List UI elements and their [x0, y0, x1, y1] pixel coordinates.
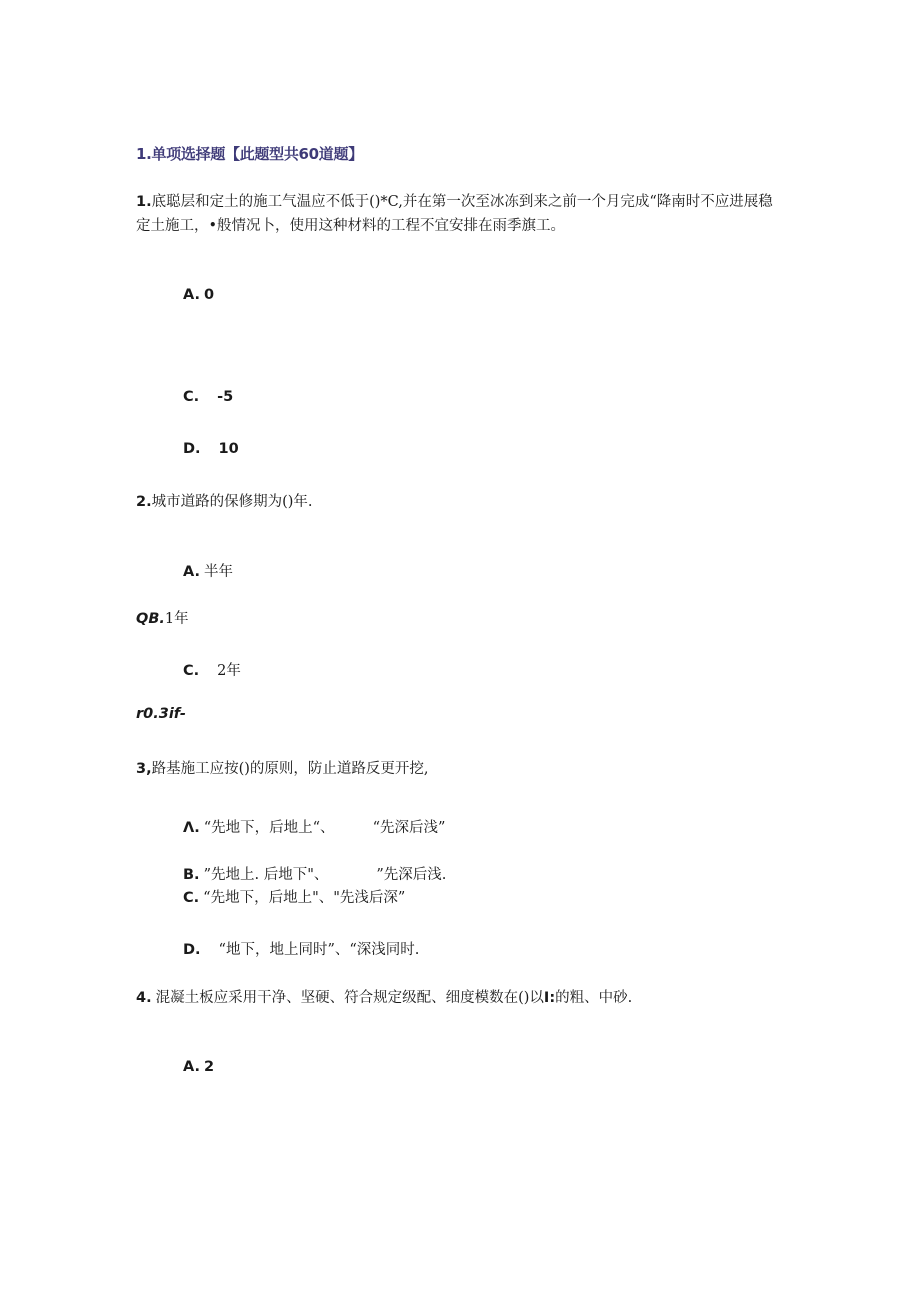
option-label: Λ. — [183, 820, 200, 836]
question-4 — [136, 986, 836, 1010]
option-label: D. — [183, 942, 201, 958]
option-2b[interactable] — [136, 607, 189, 628]
option-label: D. — [183, 441, 201, 457]
option-3c[interactable] — [183, 886, 405, 907]
question-number: 4. — [136, 990, 152, 1006]
question-number: 1. — [136, 194, 152, 210]
option-label: C. — [183, 663, 200, 679]
option-text-2: ”先深后浅. — [376, 867, 447, 883]
option-3d[interactable] — [183, 938, 419, 959]
question-number: 3, — [136, 761, 152, 777]
option-label: A. — [183, 1059, 200, 1075]
option-text: “地下，地上同时”、“深浅同时. — [218, 942, 420, 958]
option-3a[interactable] — [183, 816, 445, 837]
question-3 — [136, 757, 776, 781]
question-2 — [136, 490, 776, 514]
option-1c[interactable] — [183, 389, 233, 405]
option-label: A. — [183, 564, 200, 580]
option-text: ”先地上. 后地下"、 — [203, 867, 329, 883]
option-text: “先地下，后地上"、"先浅后深” — [203, 890, 406, 906]
option-2d[interactable] — [136, 706, 186, 722]
question-text: 路基施工应按()的原则，防止道路反更开挖, — [151, 761, 429, 777]
section-title: 1.单项选择题【此题型共60道题】 — [136, 145, 363, 163]
question-text-end: 的粗、中砂. — [555, 990, 633, 1006]
option-label: C. — [183, 890, 200, 906]
option-text: 半年 — [204, 564, 233, 580]
option-label: QB. — [136, 611, 165, 627]
option-text: 1年 — [164, 611, 189, 627]
option-label: B. — [183, 867, 200, 883]
option-2c[interactable] — [183, 659, 241, 680]
option-3b[interactable] — [183, 863, 446, 884]
option-1d[interactable] — [183, 441, 239, 457]
question-text: 混凝土板应采用干净、坚硬、符合规定级配、细度模数在()以 — [155, 990, 544, 1006]
question-number: 2. — [136, 494, 152, 510]
question-text: 底聪层和定土的施工气温应不低于()*C,并在第一次至冰冻到来之前一个月完成“降南时不应进展稳定土施工，•般情况卜，使用这种材料的工程不宜安排在雨季旗工。 — [136, 194, 773, 234]
question-text: 城市道路的保修期为()年. — [151, 494, 313, 510]
question-1 — [136, 190, 776, 238]
option-text-2: “先深后浅” — [372, 820, 446, 836]
option-text: 10 — [218, 441, 239, 457]
option-4a[interactable] — [183, 1059, 214, 1075]
option-text: 0 — [204, 287, 215, 303]
option-1a[interactable] — [183, 287, 214, 303]
option-text: -5 — [217, 389, 234, 405]
option-text: 2年 — [217, 663, 241, 679]
question-text-mark: I: — [543, 990, 556, 1006]
option-text: r0.3if- — [136, 706, 186, 722]
option-label: A. — [183, 287, 200, 303]
option-text: “先地下，后地上“、 — [203, 820, 335, 836]
option-label: C. — [183, 389, 200, 405]
option-2a[interactable] — [183, 560, 233, 581]
option-text: 2 — [204, 1059, 215, 1075]
